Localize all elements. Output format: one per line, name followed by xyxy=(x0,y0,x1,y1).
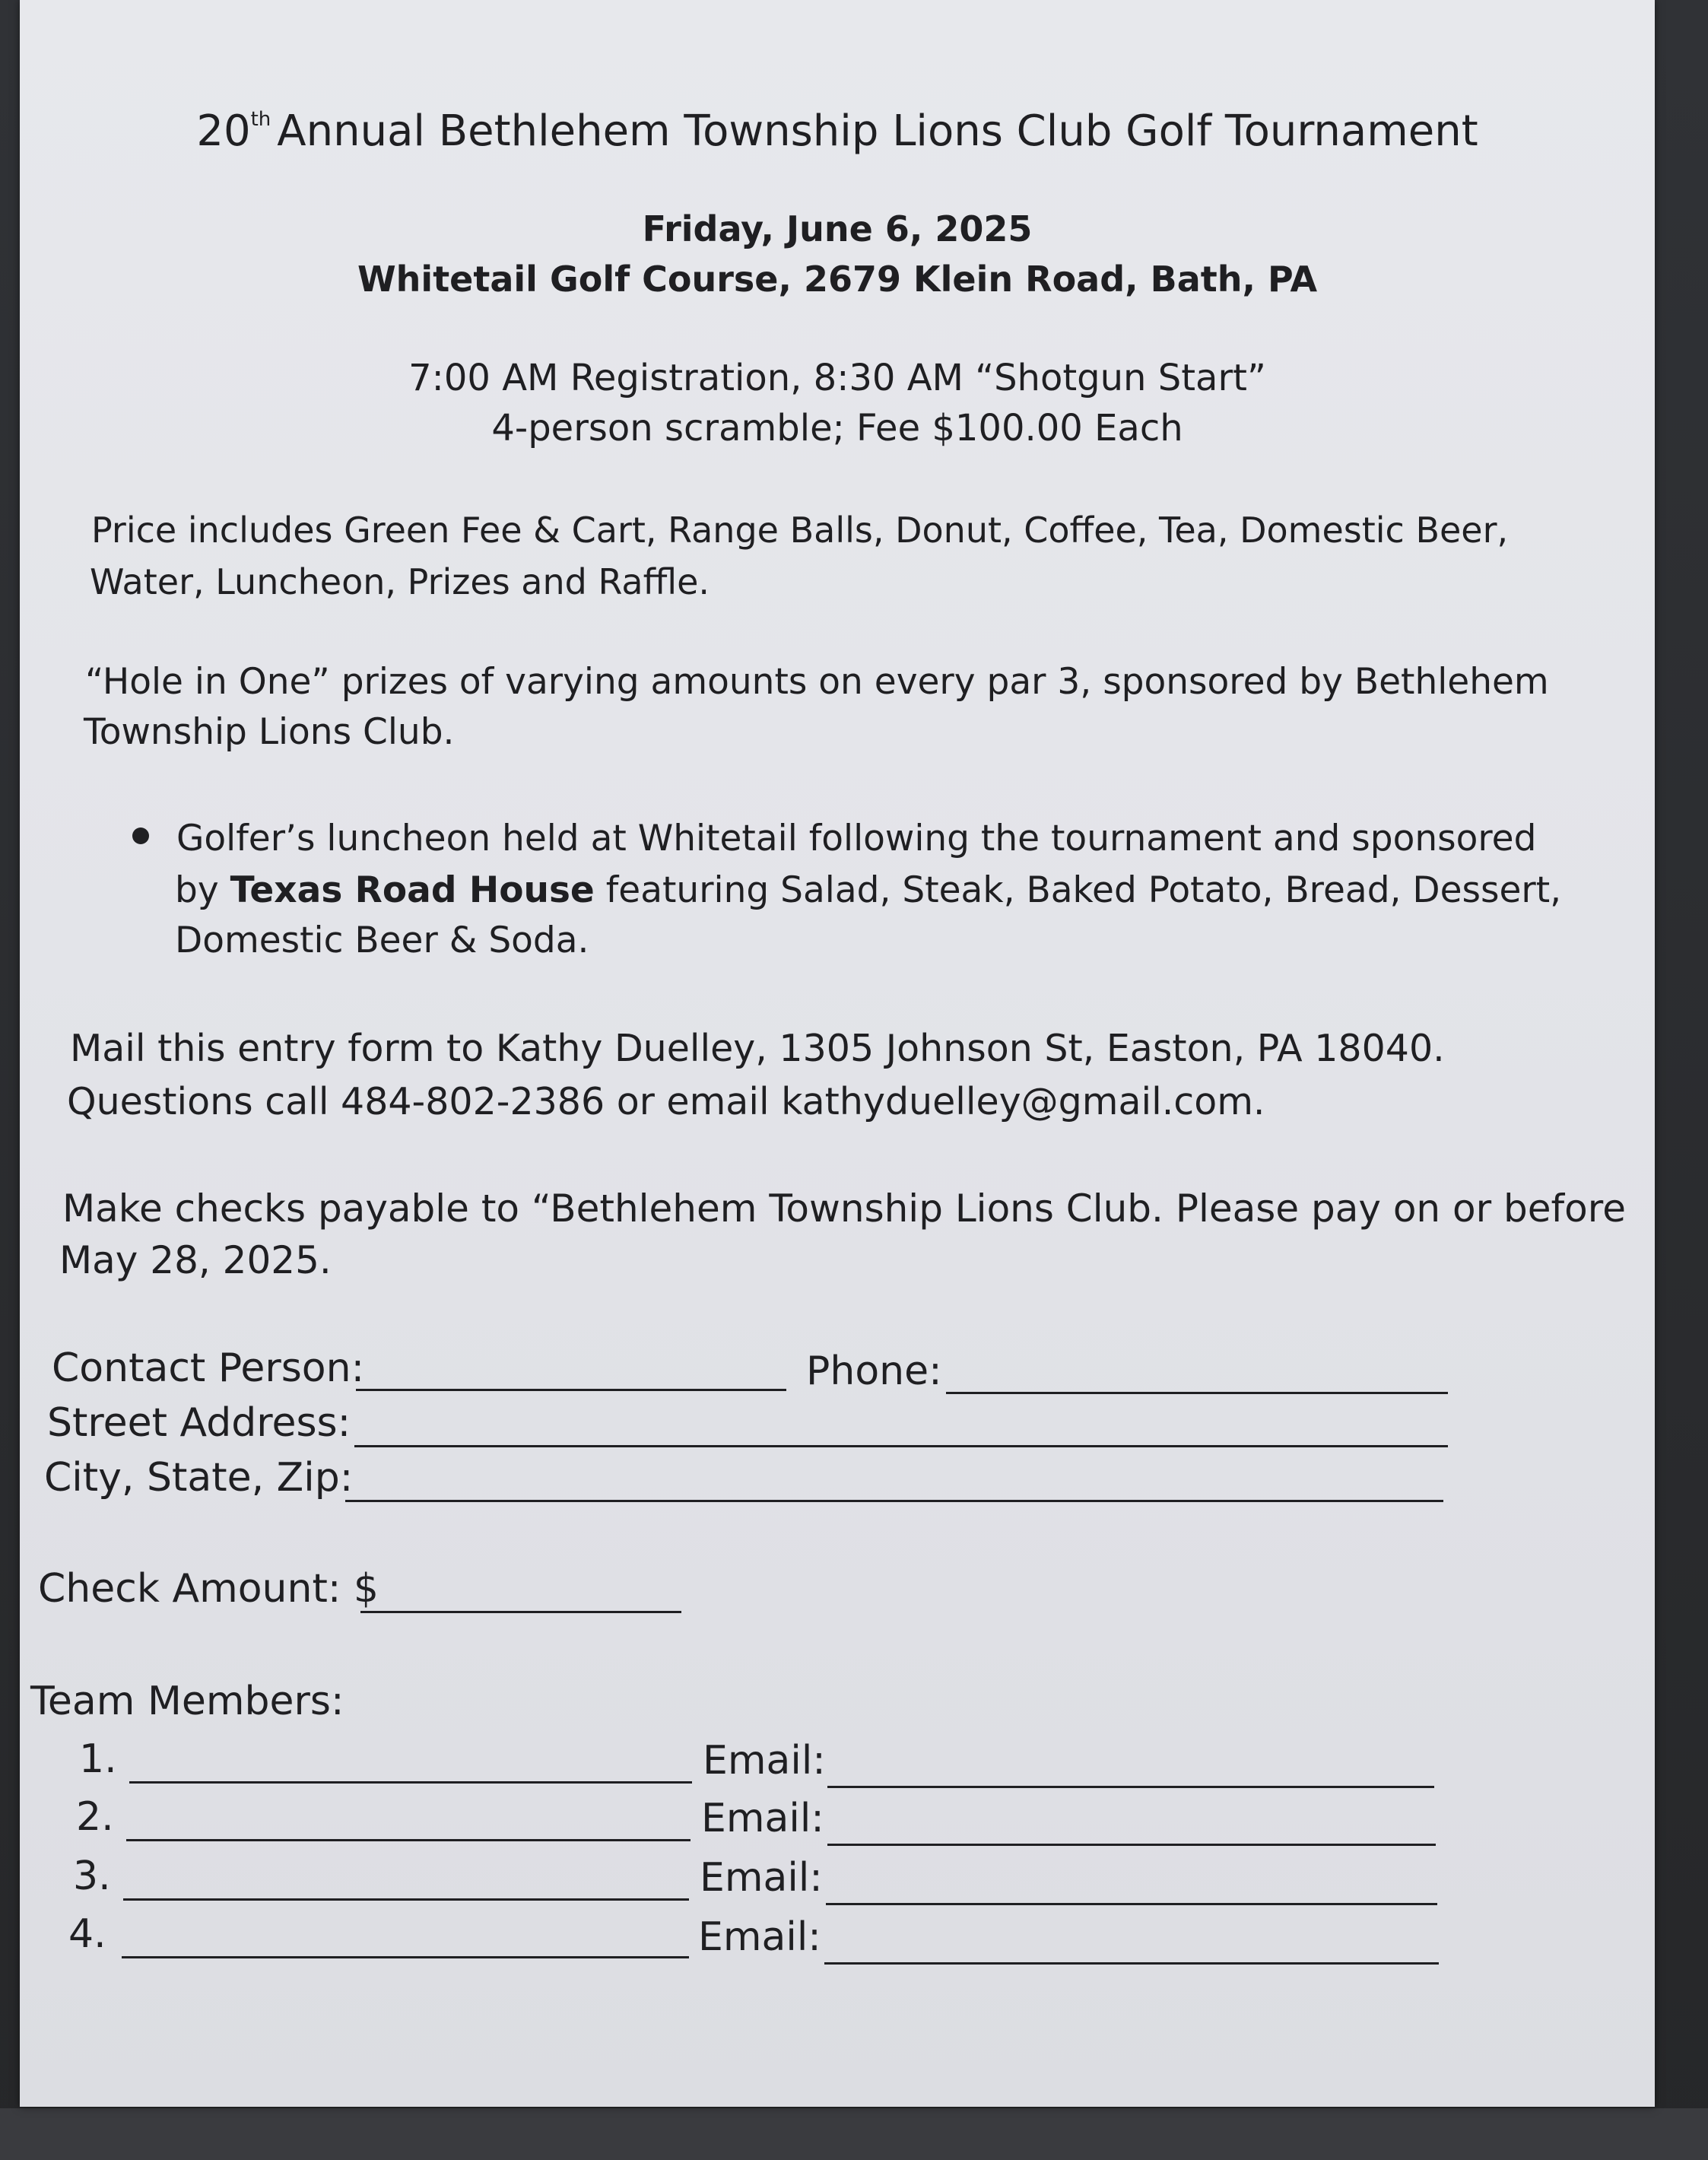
member-number-1: 1. xyxy=(79,1736,117,1782)
title-ordinal-suffix: th xyxy=(250,108,271,131)
member-email-field-3[interactable] xyxy=(826,1903,1437,1905)
mail-line-1: Mail this entry form to Kathy Duelley, 1305 Johnson St, Easton, PA 18040. xyxy=(70,1027,1445,1070)
checks-line-2: May 28, 2025. xyxy=(59,1238,332,1282)
sponsor-name: Texas Road House xyxy=(230,869,595,911)
street-address-label: Street Address: xyxy=(47,1400,351,1446)
luncheon-line-1: Golfer’s luncheon held at Whitetail following the tournament and sponsored xyxy=(176,818,1537,859)
member-email-field-2[interactable] xyxy=(827,1844,1436,1846)
event-format-fee: 4-person scramble; Fee $100.00 Each xyxy=(491,407,1183,449)
member-name-field-2[interactable] xyxy=(126,1839,691,1841)
phone-field[interactable] xyxy=(946,1392,1448,1394)
member-number-4: 4. xyxy=(68,1911,106,1957)
member-email-label-1: Email: xyxy=(703,1738,826,1784)
member-name-field-4[interactable] xyxy=(122,1956,689,1958)
mail-line-2: Questions call 484-802-2386 or email kathyduelley@gmail.com. xyxy=(67,1080,1265,1123)
check-amount-label: Check Amount: $ xyxy=(38,1566,379,1612)
checks-line-1: Make checks payable to “Bethlehem Township Lions Club. Please pay on or before xyxy=(62,1186,1626,1231)
bullet-icon xyxy=(132,827,149,844)
event-date: Friday, June 6, 2025 xyxy=(642,208,1033,249)
member-email-field-1[interactable] xyxy=(827,1786,1434,1788)
luncheon-line-3: Domestic Beer & Soda. xyxy=(175,920,589,961)
title-ordinal: 20 xyxy=(196,106,251,156)
phone-label: Phone: xyxy=(806,1348,942,1394)
city-state-zip-label: City, State, Zip: xyxy=(44,1455,354,1501)
member-number-3: 3. xyxy=(73,1853,111,1899)
luncheon-line-2 xyxy=(175,866,1561,916)
member-email-label-3: Email: xyxy=(700,1855,823,1901)
page-title xyxy=(20,94,1655,157)
member-number-2: 2. xyxy=(76,1794,114,1840)
check-amount-field[interactable] xyxy=(360,1611,681,1613)
contact-person-label: Contact Person: xyxy=(52,1345,365,1391)
street-address-field[interactable] xyxy=(354,1445,1448,1447)
member-name-field-3[interactable] xyxy=(123,1898,689,1901)
price-includes-line-2: Water, Luncheon, Prizes and Raffle. xyxy=(90,561,710,602)
hole-in-one-line-1: “Hole in One” prizes of varying amounts on every par 3, sponsored by Bethlehem xyxy=(85,661,1549,703)
luncheon-line-2-pre: by xyxy=(175,869,230,911)
price-includes-line-1: Price includes Green Fee & Cart, Range Balls, Donut, Coffee, Tea, Domestic Beer, xyxy=(91,510,1509,551)
luncheon-line-2-post: featuring Salad, Steak, Baked Potato, Bread, Dessert, xyxy=(594,869,1562,911)
contact-person-field[interactable] xyxy=(356,1389,786,1391)
event-location: Whitetail Golf Course, 2679 Klein Road, Bath, PA xyxy=(357,259,1318,300)
title-text: Annual Bethlehem Township Lions Club Golf Tournament xyxy=(277,106,1478,156)
event-schedule: 7:00 AM Registration, 8:30 AM “Shotgun Start” xyxy=(408,357,1266,399)
member-name-field-1[interactable] xyxy=(129,1781,692,1784)
hole-in-one-line-2: Township Lions Club. xyxy=(84,711,455,753)
member-email-label-2: Email: xyxy=(701,1796,824,1841)
surface-edge xyxy=(0,2108,1708,2160)
member-email-label-4: Email: xyxy=(698,1914,821,1960)
city-state-zip-field[interactable] xyxy=(345,1500,1443,1502)
member-email-field-4[interactable] xyxy=(824,1962,1439,1965)
team-members-label: Team Members: xyxy=(30,1679,344,1724)
